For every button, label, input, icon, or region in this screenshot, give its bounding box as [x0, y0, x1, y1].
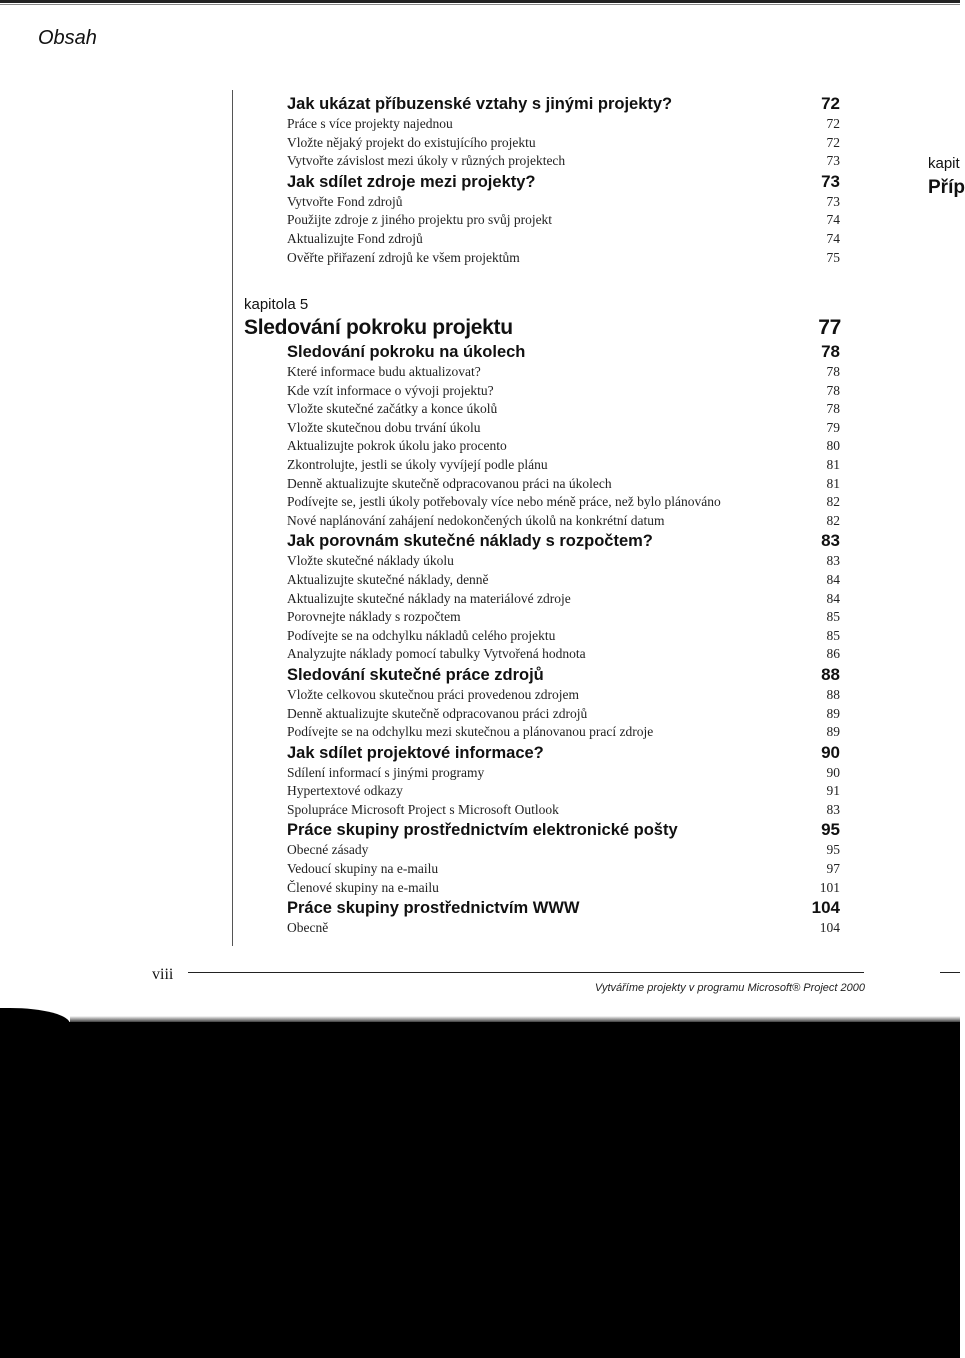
toc-heading-row: [287, 665, 840, 687]
footer-rule: [188, 972, 864, 973]
toc-page-number: 74: [826, 212, 840, 228]
toc-entry-text: Vytvořte závislost mezi úkoly v různých projektech: [287, 153, 566, 169]
toc-page-number: 83: [821, 531, 840, 551]
toc-page-number: 89: [826, 724, 840, 740]
toc-entry-text: Porovnejte náklady s rozpočtem: [287, 609, 461, 625]
toc-entry-row: [287, 628, 840, 647]
toc-page-number: 73: [826, 153, 840, 169]
toc-page-number: 74: [826, 230, 840, 246]
toc-entry-text: Obecné zásady: [287, 842, 369, 858]
toc-page-number: 78: [826, 382, 840, 398]
toc-entry-row: [287, 687, 840, 706]
toc-entry-text: Analyzujte náklady pomocí tabulky Vytvořená hodnota: [287, 646, 586, 662]
toc-heading-row: [287, 820, 840, 842]
toc-heading-text: Jak sdílet zdroje mezi projekty?: [287, 172, 536, 191]
footer-page-number: viii: [152, 966, 174, 983]
toc-entry-row: [287, 553, 840, 572]
chapter-page: 77: [818, 316, 841, 339]
toc-entry-text: Sdílení informací s jinými programy: [287, 764, 485, 780]
toc-entry-text: Hypertextové odkazy: [287, 783, 403, 799]
toc-page-number: 72: [826, 134, 840, 150]
toc-heading-row: [287, 898, 840, 920]
top-edge-rule-thin: [0, 4, 960, 5]
toc-entry-row: [287, 724, 840, 743]
toc-heading-row: [287, 342, 840, 364]
toc-entry-text: Ověřte přiřazení zdrojů ke všem projektům: [287, 249, 520, 265]
toc-heading-row: [287, 743, 840, 765]
toc-entry-text: Vytvořte Fond zdrojů: [287, 193, 403, 209]
toc-entry-row: [287, 513, 840, 532]
toc-entry-row: [287, 438, 840, 457]
toc-page-number: 88: [826, 686, 840, 702]
toc-page-number: 95: [821, 820, 840, 840]
toc-page-number: 78: [821, 342, 840, 361]
toc-page-number: 79: [826, 419, 840, 435]
section-title: Obsah: [38, 27, 97, 49]
chapter-title: Sledování pokroku projektu: [244, 316, 513, 339]
chapter-heading: [244, 316, 841, 340]
toc-entry-text: Vložte skutečnou dobu trvání úkolu: [287, 419, 481, 435]
toc-page-number: 89: [826, 705, 840, 721]
toc-page-number: 90: [821, 742, 840, 762]
toc-entry-text: Spolupráce Microsoft Project s Microsoft Outlook: [287, 801, 559, 817]
toc-entry-text: Nové naplánování zahájení nedokončených úkolů na konkrétní datum: [287, 512, 665, 528]
toc-page-number: 88: [821, 664, 840, 684]
toc-entry-row: [287, 212, 840, 231]
toc-entry-row: [287, 572, 840, 591]
facing-page-fragment-label: kapit: [928, 155, 960, 172]
toc-page-number: 85: [826, 627, 840, 643]
toc-list-top: [287, 94, 840, 268]
toc-entry-row: [287, 861, 840, 880]
toc-entry-text: Vložte celkovou skutečnou práci provedenou zdrojem: [287, 686, 580, 702]
toc-page-number: 104: [819, 920, 840, 936]
toc-heading-text: Sledování pokroku na úkolech: [287, 343, 526, 361]
toc-page-number: 75: [826, 249, 840, 265]
toc-entry-text: Vložte nějaký projekt do existujícího projektu: [287, 134, 536, 150]
toc-page-number: 78: [826, 401, 840, 417]
top-edge-rule: [0, 0, 960, 3]
toc-page-number: 72: [821, 94, 840, 113]
toc-page-number: 78: [826, 364, 840, 379]
toc-entry-row: [287, 194, 840, 213]
toc-entry-text: Aktualizujte skutečné náklady na materiálové zdroje: [287, 590, 571, 606]
toc-heading-row: [287, 531, 840, 553]
toc-page-number: 82: [826, 494, 840, 510]
toc-entry-row: [287, 609, 840, 628]
toc-entry-row: [287, 494, 840, 513]
toc-entry-text: Denně aktualizujte skutečně odpracovanou práci zdrojů: [287, 705, 588, 721]
footer-book-title: Vytváříme projekty v programu Microsoft® Project 2000: [594, 982, 865, 994]
toc-entry-row: [287, 250, 840, 269]
toc-entry-row: [287, 231, 840, 250]
toc-entry-text: Použijte zdroje z jiného projektu pro svůj projekt: [287, 212, 553, 228]
toc-entry-text: Obecně: [287, 920, 329, 936]
toc-entry-row: [287, 706, 840, 725]
toc-page-number: 104: [811, 898, 840, 918]
toc-entry-text: Aktualizujte skutečné náklady, denně: [287, 571, 489, 587]
toc-page-number: 82: [826, 512, 840, 528]
toc-entry-row: [287, 765, 840, 784]
chapter-label: kapitola 5: [244, 296, 309, 313]
toc-page-number: 84: [826, 571, 840, 587]
toc-entry-text: Podívejte se na odchylku mezi skutečnou a plánovanou prací zdroje: [287, 724, 654, 740]
toc-entry-text: Podívejte se na odchylku nákladů celého projektu: [287, 627, 556, 643]
toc-entry-text: Vedoucí skupiny na e-mailu: [287, 861, 439, 877]
toc-list-chapter: [287, 342, 840, 939]
toc-page-number: 81: [826, 456, 840, 472]
toc-entry-text: Vložte skutečné náklady úkolu: [287, 553, 454, 569]
toc-entry-row: [287, 153, 840, 172]
toc-page-number: 97: [826, 861, 840, 877]
toc-page-number: 80: [826, 438, 840, 454]
toc-entry-row: [287, 401, 840, 420]
toc-heading-text: Jak porovnám skutečné náklady s rozpočtem?: [287, 532, 653, 551]
toc-entry-row: [287, 783, 840, 802]
toc-entry-row: [287, 802, 840, 821]
toc-heading-text: Jak sdílet projektové informace?: [287, 743, 544, 762]
toc-heading-text: Jak ukázat příbuzenské vztahy s jinými projekty?: [287, 95, 673, 113]
toc-entry-row: [287, 591, 840, 610]
scan-background: [0, 1022, 960, 1358]
toc-heading-row: [287, 172, 840, 194]
footer-rule-facing: [940, 972, 960, 973]
toc-entry-text: Které informace budu aktualizovat?: [287, 364, 481, 379]
toc-entry-row: [287, 383, 840, 402]
toc-page-number: 83: [826, 553, 840, 569]
toc-page-number: 83: [826, 801, 840, 817]
toc-heading-text: Práce skupiny prostřednictvím WWW: [287, 899, 580, 918]
toc-heading-text: Práce skupiny prostřednictvím elektronické pošty: [287, 821, 678, 840]
toc-page-number: 84: [826, 590, 840, 606]
toc-entry-row: [287, 116, 840, 135]
margin-rule: [232, 90, 233, 946]
toc-page-number: 73: [821, 171, 840, 191]
toc-page-number: 91: [826, 783, 840, 799]
toc-page-number: 73: [826, 193, 840, 209]
toc-entry-text: Podívejte se, jestli úkoly potřebovaly více nebo méně práce, než bylo plánováno: [287, 494, 721, 510]
toc-entry-text: Aktualizujte pokrok úkolu jako procento: [287, 438, 507, 454]
toc-page-number: 81: [826, 475, 840, 491]
toc-entry-text: Aktualizujte Fond zdrojů: [287, 230, 423, 246]
toc-entry-text: Členové skupiny na e-mailu: [287, 879, 439, 895]
toc-entry-row: [287, 842, 840, 861]
toc-entry-row: [287, 457, 840, 476]
toc-entry-row: [287, 646, 840, 665]
toc-entry-text: Denně aktualizujte skutečně odpracovanou práci na úkolech: [287, 475, 612, 491]
toc-page-number: 86: [826, 646, 840, 662]
facing-page-fragment-title: Příp: [928, 177, 965, 198]
toc-page-number: 90: [826, 764, 840, 780]
toc-page-number: 101: [819, 879, 840, 895]
toc-page-number: 72: [826, 116, 840, 131]
toc-heading-row: [287, 94, 840, 116]
toc-entry-row: [287, 476, 840, 495]
toc-entry-row: [287, 880, 840, 899]
toc-page-number: 85: [826, 609, 840, 625]
toc-entry-text: Zkontrolujte, jestli se úkoly vyvíjejí podle plánu: [287, 456, 548, 472]
toc-entry-text: Kde vzít informace o vývoji projektu?: [287, 382, 494, 398]
toc-entry-text: Vložte skutečné začátky a konce úkolů: [287, 401, 498, 417]
toc-entry-row: [287, 135, 840, 154]
toc-entry-row: [287, 920, 840, 939]
toc-page-number: 95: [826, 842, 840, 858]
toc-entry-row: [287, 364, 840, 383]
toc-entry-text: Práce s více projekty najednou: [287, 116, 453, 131]
toc-heading-text: Sledování skutečné práce zdrojů: [287, 665, 544, 684]
toc-entry-row: [287, 420, 840, 439]
